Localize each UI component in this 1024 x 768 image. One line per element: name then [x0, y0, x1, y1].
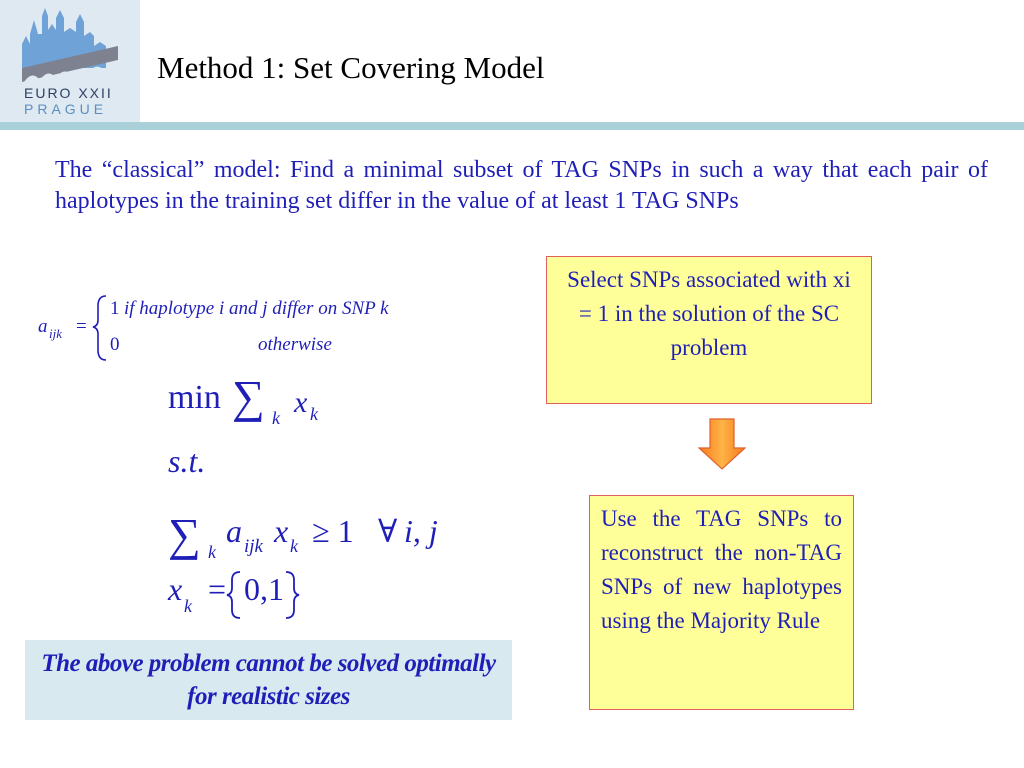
intro-paragraph: The “classical” model: Find a minimal subset of TAG SNPs in such a way that each pair of haplotypes in the training set differ in the value of at least 1 TAG SNPs: [55, 157, 988, 214]
a-constraint: a: [226, 513, 242, 549]
header: [0, 0, 1024, 122]
sum-symbol-constraint: ∑: [168, 509, 201, 560]
logo: [0, 0, 140, 122]
geq-one: ≥ 1: [312, 513, 354, 549]
prague-skyline-logo: [20, 6, 120, 88]
aijk-equals: =: [76, 316, 87, 337]
aijk-definition: [36, 292, 506, 362]
x-constraint: x: [274, 513, 289, 549]
complexity-note: The above problem cannot be solved optimally for realistic sizes: [25, 640, 512, 720]
set-right-brace: [286, 572, 299, 618]
x-subscript-constraint: k: [290, 536, 298, 556]
down-arrow-icon: [698, 418, 746, 470]
use-tag-snps-box: Use the TAG SNPs to reconstruct the non-TAG SNPs of new haplotypes using the Majority Rule: [589, 495, 854, 710]
case-one-condition: if haplotype i and j differ on SNP k: [124, 298, 389, 319]
header-divider: [0, 122, 1024, 130]
slide-title: Method 1: Set Covering Model: [157, 50, 545, 85]
x-subscript-objective: k: [310, 404, 318, 424]
a-subscript-constraint: ijk: [244, 536, 263, 557]
left-brace: [93, 296, 106, 360]
subject-to: s.t.: [168, 443, 206, 479]
sum-index-objective: k: [272, 408, 280, 428]
aijk-symbol: a: [38, 316, 48, 337]
set-left-brace: [227, 572, 240, 618]
select-snps-box: Select SNPs associated with xi = 1 in the solution of the SC problem: [546, 256, 872, 404]
set-covering-model: [160, 360, 480, 630]
sum-index-constraint: k: [208, 542, 216, 562]
case-one-value: 1: [110, 298, 120, 319]
logo-text-line2: PRAGUE: [24, 101, 108, 117]
x-domain: x: [168, 571, 183, 607]
binary-set: 0,1: [244, 571, 284, 607]
forall-symbol: ∀: [378, 513, 398, 549]
x-subscript-domain: k: [184, 596, 192, 616]
aijk-subscript: ijk: [49, 326, 62, 341]
case-two-value: 0: [110, 334, 120, 355]
logo-text-line1: EURO XXII: [24, 85, 113, 101]
x-objective: x: [294, 386, 308, 419]
domain-equals: =: [208, 571, 227, 607]
forall-indices: i, j: [404, 513, 438, 549]
sum-symbol-objective: ∑: [232, 371, 265, 422]
min-operator: min: [168, 379, 221, 416]
case-two-condition: otherwise: [258, 334, 332, 355]
